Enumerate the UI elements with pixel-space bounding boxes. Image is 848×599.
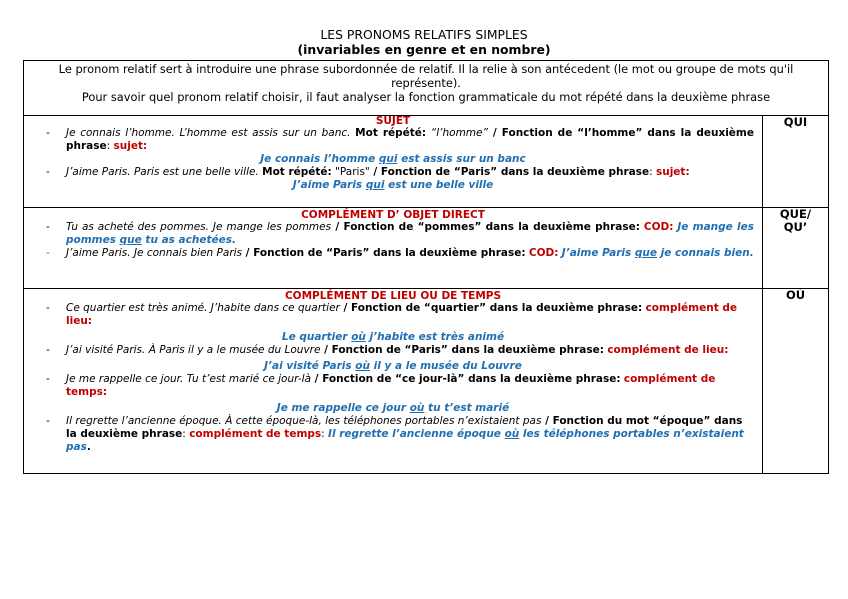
intro-cell: [24, 61, 829, 116]
lieu-item-2: [24, 344, 762, 357]
sujet-item-2-sentences: J’aime Paris. Paris est une belle ville.: [66, 166, 259, 178]
sujet-item-1-repeat-value: “l’homme”: [430, 127, 488, 139]
sujet-item-1-function-value: sujet:: [113, 140, 148, 152]
cod-example-2: J’aime Paris que je connais bien.: [561, 247, 754, 259]
cod-item-2-function-label: Fonction de “Paris” dans la deuxième phrase:: [253, 247, 526, 259]
sujet-example-2: J’aime Paris qui est une belle ville: [292, 179, 494, 191]
cod-pronoun-cell: [763, 208, 829, 289]
separator-colon: :: [321, 428, 329, 440]
sentence-end: .: [86, 441, 91, 453]
lieu-temps-row: [24, 289, 829, 474]
page-title: LES PRONOMS RELATIFS SIMPLES: [320, 27, 528, 42]
lieu-item-1-function-value: complément de lieu:: [66, 302, 738, 327]
lieu-example-1: Le quartier où j’habite est très animé: [281, 331, 505, 343]
lieu-item-2-function-label: Fonction de “Paris” dans la deuxième phrase:: [331, 344, 604, 356]
intro-row: [24, 61, 829, 116]
intro-line-2: Pour savoir quel pronom relatif choisir, il faut analyser la fonction grammaticale du mot répété dans la deuxième phrase: [81, 90, 771, 104]
bullet-dash: -: [46, 302, 50, 314]
cod-heading: COMPLÉMENT D’ OBJET DIRECT: [301, 209, 485, 221]
cod-pronoun-line-2: QU’: [783, 220, 808, 234]
cod-item-1-function-label: Fonction de “pommes” dans la deuxième phrase:: [343, 221, 640, 233]
sujet-item-2-repeat-label: Mot répété:: [262, 166, 332, 178]
bullet-dash: -: [46, 247, 50, 259]
sujet-item-1-repeat-label: Mot répété:: [355, 127, 427, 139]
sujet-item-2: [24, 166, 762, 179]
relative-pronoun: que: [119, 234, 142, 246]
bullet-dash: -: [46, 373, 50, 385]
lieu-temps-pronoun: OÙ: [785, 288, 806, 302]
separator-slash: /: [242, 247, 254, 259]
relative-pronoun: qui: [365, 179, 385, 191]
sujet-row: [24, 116, 829, 208]
temps-item-3: [24, 373, 762, 399]
lieu-item-2-function-value: complément de lieu:: [607, 344, 729, 356]
temps-example-4: Il regrette l’ancienne époque où les téléphones portables n’existaient pas: [66, 428, 744, 453]
page-subtitle: (invariables en genre et en nombre): [297, 42, 551, 57]
cod-example-1: Je mange les pommes que tu as achetées.: [66, 221, 755, 246]
sujet-item-2-repeat-value: "Paris": [335, 166, 370, 178]
sujet-item-1: [24, 127, 762, 153]
relative-pronoun: où: [504, 428, 520, 440]
relative-pronoun: que: [634, 247, 658, 259]
temps-item-3-sentences: Je me rappelle ce jour. Tu t’est marié ce jour-là: [66, 373, 312, 385]
separator-slash: /: [311, 373, 323, 385]
sujet-heading: SUJET: [375, 115, 411, 127]
separator-slash: /: [487, 127, 502, 139]
bullet-dash: -: [46, 221, 50, 233]
bullet-dash: -: [46, 344, 50, 356]
separator-colon: :: [182, 428, 190, 440]
sujet-pronoun-cell: [763, 116, 829, 208]
separator-slash: /: [369, 166, 381, 178]
separator-slash: /: [339, 302, 351, 314]
relative-pronoun: où: [355, 360, 370, 372]
sujet-example-1: Je connais l’homme qui est assis sur un banc: [260, 153, 526, 165]
cod-row: [24, 208, 829, 289]
temps-item-3-function-value: complément de temps:: [66, 373, 716, 398]
cod-item-2: [24, 247, 762, 260]
lieu-temps-cell: [24, 289, 763, 474]
sujet-pronoun: QUI: [783, 115, 808, 129]
relative-pronoun: qui: [378, 153, 398, 165]
separator-slash: /: [331, 221, 344, 233]
sujet-item-2-function-label: Fonction de “Paris” dans la deuxième phrase: [380, 166, 650, 178]
cod-item-1: [24, 221, 762, 247]
temps-item-4-sentences: Il regrette l’ancienne époque. À cette époque-là, les téléphones portables n’existaient pas: [66, 415, 542, 427]
bullet-dash: -: [46, 166, 50, 178]
separator-colon: :: [649, 166, 656, 178]
lieu-item-1: [24, 302, 762, 328]
lieu-item-1-function-label: Fonction de “quartier” dans la deuxième phrase:: [351, 302, 643, 314]
cod-item-1-function-value: COD:: [643, 221, 674, 233]
sujet-item-1-function-label: Fonction de “l’homme” dans la deuxième phrase: [66, 127, 754, 152]
sujet-item-2-function-value: sujet:: [655, 166, 690, 178]
cod-pronoun-line-1: QUE/: [779, 207, 812, 221]
lieu-temps-pronoun-cell: [763, 289, 829, 474]
relative-pronoun: où: [409, 402, 425, 414]
bullet-dash: -: [46, 415, 50, 427]
separator-slash: /: [320, 344, 332, 356]
lieu-item-1-sentences: Ce quartier est très animé. J’habite dans ce quartier: [66, 302, 340, 314]
temps-item-4-function-value: complément de temps: [189, 428, 322, 440]
lieu-temps-heading: COMPLÉMENT DE LIEU OU DE TEMPS: [284, 290, 502, 302]
sujet-item-1-sentences: Je connais l’homme. L’homme est assis sur un banc.: [66, 127, 351, 139]
intro-line-1: Le pronom relatif sert à introduire une phrase subordonnée de relatif. Il la relie à son antécedent (le mot ou groupe de mots qu'il représente).: [58, 62, 794, 90]
cod-item-2-sentences: J’aime Paris. Je connais bien Paris: [66, 247, 243, 259]
cod-item-2-function-value: COD:: [528, 247, 559, 259]
bullet-dash: -: [46, 127, 50, 139]
relative-pronoun: où: [351, 331, 366, 343]
temps-item-4-function-label: Fonction du mot “époque” dans la deuxième phrase: [66, 415, 743, 440]
separator-colon: :: [106, 140, 114, 152]
sujet-cell: [24, 116, 763, 208]
temps-item-4: [24, 415, 762, 454]
cod-cell: [24, 208, 763, 289]
lieu-item-2-sentences: J’ai visité Paris. À Paris il y a le musée du Louvre: [66, 344, 321, 356]
lieu-example-2: J’ai visité Paris où il y a le musée du Louvre: [264, 360, 522, 372]
cod-item-1-sentences: Tu as acheté des pommes. Je mange les pommes: [66, 221, 332, 233]
pronouns-table: [23, 60, 829, 474]
separator-slash: /: [541, 415, 553, 427]
temps-item-3-function-label: Fonction de “ce jour-là” dans la deuxième phrase:: [322, 373, 621, 385]
temps-example-3: Je me rappelle ce jour où tu t’est marié: [276, 402, 510, 414]
